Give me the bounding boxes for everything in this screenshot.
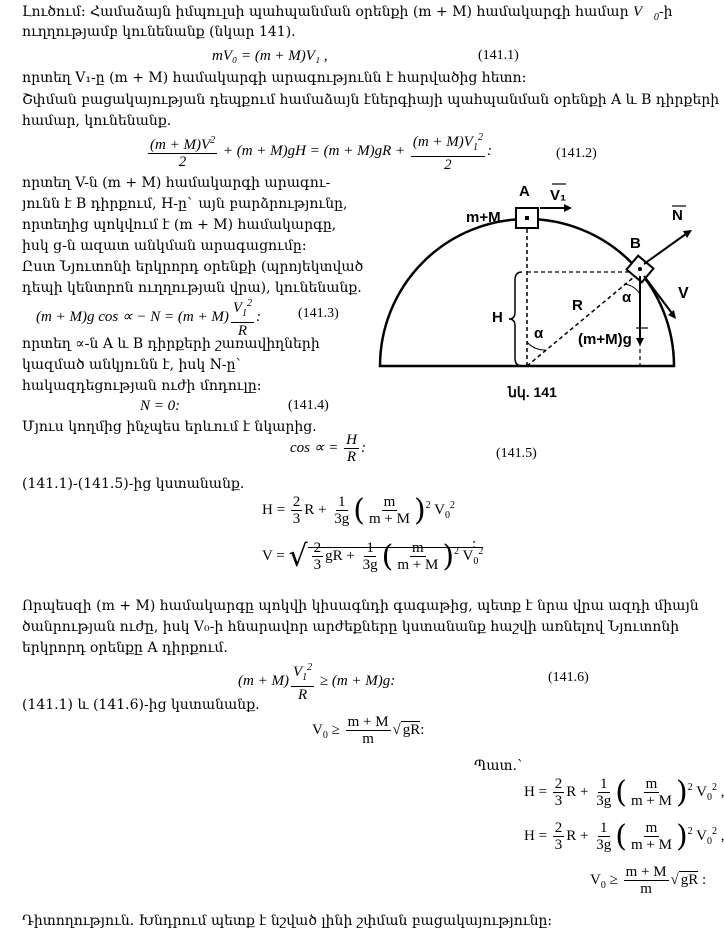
para-line: Ըստ Նյուտոնի երկրորդ օրենքի (պրոյեկտված (22, 259, 364, 275)
label-alpha-B: α (622, 289, 632, 306)
equation-141-4: N = 0: (140, 398, 181, 414)
equation-141-2: $\frac{(m + M)V^2}{2}$ + (m + M)gH = (m + M)gR + $\frac{(m + M)V_1^2}{2}$ : (150, 132, 492, 173)
equation-141-6: (m + M) $\frac{V_1^2}{R}$ ≥ (m + M)g: (238, 662, 396, 703)
equation-number: (141.6) (548, 670, 589, 685)
para-line: որտեղ ∝-ն A և B դիրքերի շառավիղների (22, 336, 320, 352)
line-8: (141.1) և (141.6)-ից կստանանք. (22, 697, 260, 713)
line-3: որտեղ V₁-ը (m + M) համակարգի արագությունն է հարվածից հետո: (22, 70, 527, 86)
derived-V: V = √ $\frac{2}{3}$ gR + $\frac{1}{3g}$ ( $\frac{m}{m + M}$ )$^2$ $V_0^2$ (262, 539, 484, 574)
line-1 (22, 4, 673, 26)
answer-label: Պատ.` (474, 758, 524, 774)
equation-141-5: cos ∝ = $\frac{H}{R}$ : (290, 432, 366, 465)
para-line: յունն է B դիրքում, H-ը` այն բարձրությունը, (22, 196, 348, 212)
line-5: համար, կունենանք. (22, 113, 172, 129)
v-arrowhead (668, 310, 676, 319)
para-line: որտեղ V-ն (m + M) համակարգի արագու- (22, 175, 331, 191)
h-brace (509, 272, 522, 366)
v1-arrowhead (564, 204, 572, 212)
answer-V0: $V_0$ ≥ $\frac{m + M}{m}$ √ gR : (590, 864, 707, 897)
note: Դիտողություն. Խնդրում պետք է նշված լինի շփման բացակայությունը: (22, 913, 553, 929)
equation-141-3: (m + M)g cos ∝ − N = (m + M) $\frac{V_1^2}{R}$ : (36, 298, 262, 339)
para-line: ծանրության ուժը, իսկ V₀-ի հնարավոր արժեքները կստանանք հաշվի առնելով Նյուտոնի (22, 619, 680, 635)
para-line: երկրորդ օրենքը A դիրքում. (22, 640, 228, 656)
label-A: A (519, 183, 530, 200)
block-A-dot (525, 216, 529, 220)
v-arrow (644, 276, 674, 316)
equation-number: (141.4) (288, 398, 329, 413)
line-6: Մյուս կողմից ինչպես երևում է նկարից. (22, 419, 317, 435)
radius-to-B (527, 272, 640, 366)
figure-141 (372, 176, 702, 386)
para-line: հակազդեցության ուժի մոդուլը: (22, 378, 262, 394)
text: Լուծում: Համաձայն իմպուլսի պահպանման օրենքի (m + M) համակարգի համար (22, 4, 629, 20)
colon: : (472, 536, 477, 552)
label-V: V (678, 285, 689, 302)
n-arrow (644, 231, 690, 264)
answer-H: H = $\frac{2}{3}$ R + $\frac{1}{3g}$ ( $\frac{m}{m + M}$ )$^2$ $V_0^2$ , (524, 775, 724, 810)
equation-number: (141.3) (298, 306, 339, 321)
text: -ի (658, 4, 673, 20)
equation-number: (141.2) (556, 146, 597, 161)
line-4: Շփման բացակայության դեպքում համաձայն էներգիայի պահպանման օրենքի A և B դիրքերի (22, 92, 720, 108)
para-line: իսկ g-ն ազատ անկման արագացումը: (22, 238, 307, 254)
equation-number: (141.5) (496, 446, 537, 461)
label-R: R (572, 297, 583, 314)
derived-V0: $V_0$ ≥ $\frac{m + M}{m}$ √ gR: (312, 714, 425, 747)
para-line: դեպի կենտրոն ուղղության վրա), կունենանք. (22, 280, 362, 296)
label-alpha-center: α (534, 325, 544, 342)
line-7: (141.1)-(141.5)-ից կստանանք. (22, 476, 245, 492)
label-weight: (m+M)g (578, 331, 632, 348)
para-line: Որպեսզի (m + M) համակարգը պոկվի կիսագնդի գագաթից, պետք է նրա վրա ազդի միայն (22, 598, 699, 614)
label-H: H (492, 309, 503, 326)
para-line: կազմած անկյունն է, իսկ N-ը` (22, 357, 243, 373)
para-line: որտեղից պոկվում է (m + M) համակարգը, (22, 217, 337, 233)
label-B: B (630, 235, 641, 252)
v0-vector-symbol: $V⃗_0$ (633, 4, 659, 23)
line-2: ուղղությամբ կունենանք (նկար 141). (22, 24, 296, 40)
equation-141-1: mV₀ = (m + M)V₁ , (212, 48, 328, 64)
label-N: N (672, 207, 683, 224)
alpha-arc-center (527, 342, 545, 350)
answer-H-2: H = $\frac{2}{3}$ R + $\frac{1}{3g}$ ( $\frac{m}{m + M}$ )$^2$ $V_0^2$ , (524, 819, 724, 854)
label-V1: V₁ (550, 187, 567, 204)
block-B-dot (638, 267, 642, 271)
equation-number: (141.1) (478, 48, 519, 63)
weight-arrowhead (636, 338, 644, 346)
figure-caption: նկ. 141 (508, 384, 557, 400)
label-mM: m+M (466, 209, 501, 226)
derived-H: H = $\frac{2}{3}$ R + $\frac{1}{3g}$ ( $\frac{m}{m + M}$ )$^2$ $V_0^2$ (262, 493, 455, 528)
